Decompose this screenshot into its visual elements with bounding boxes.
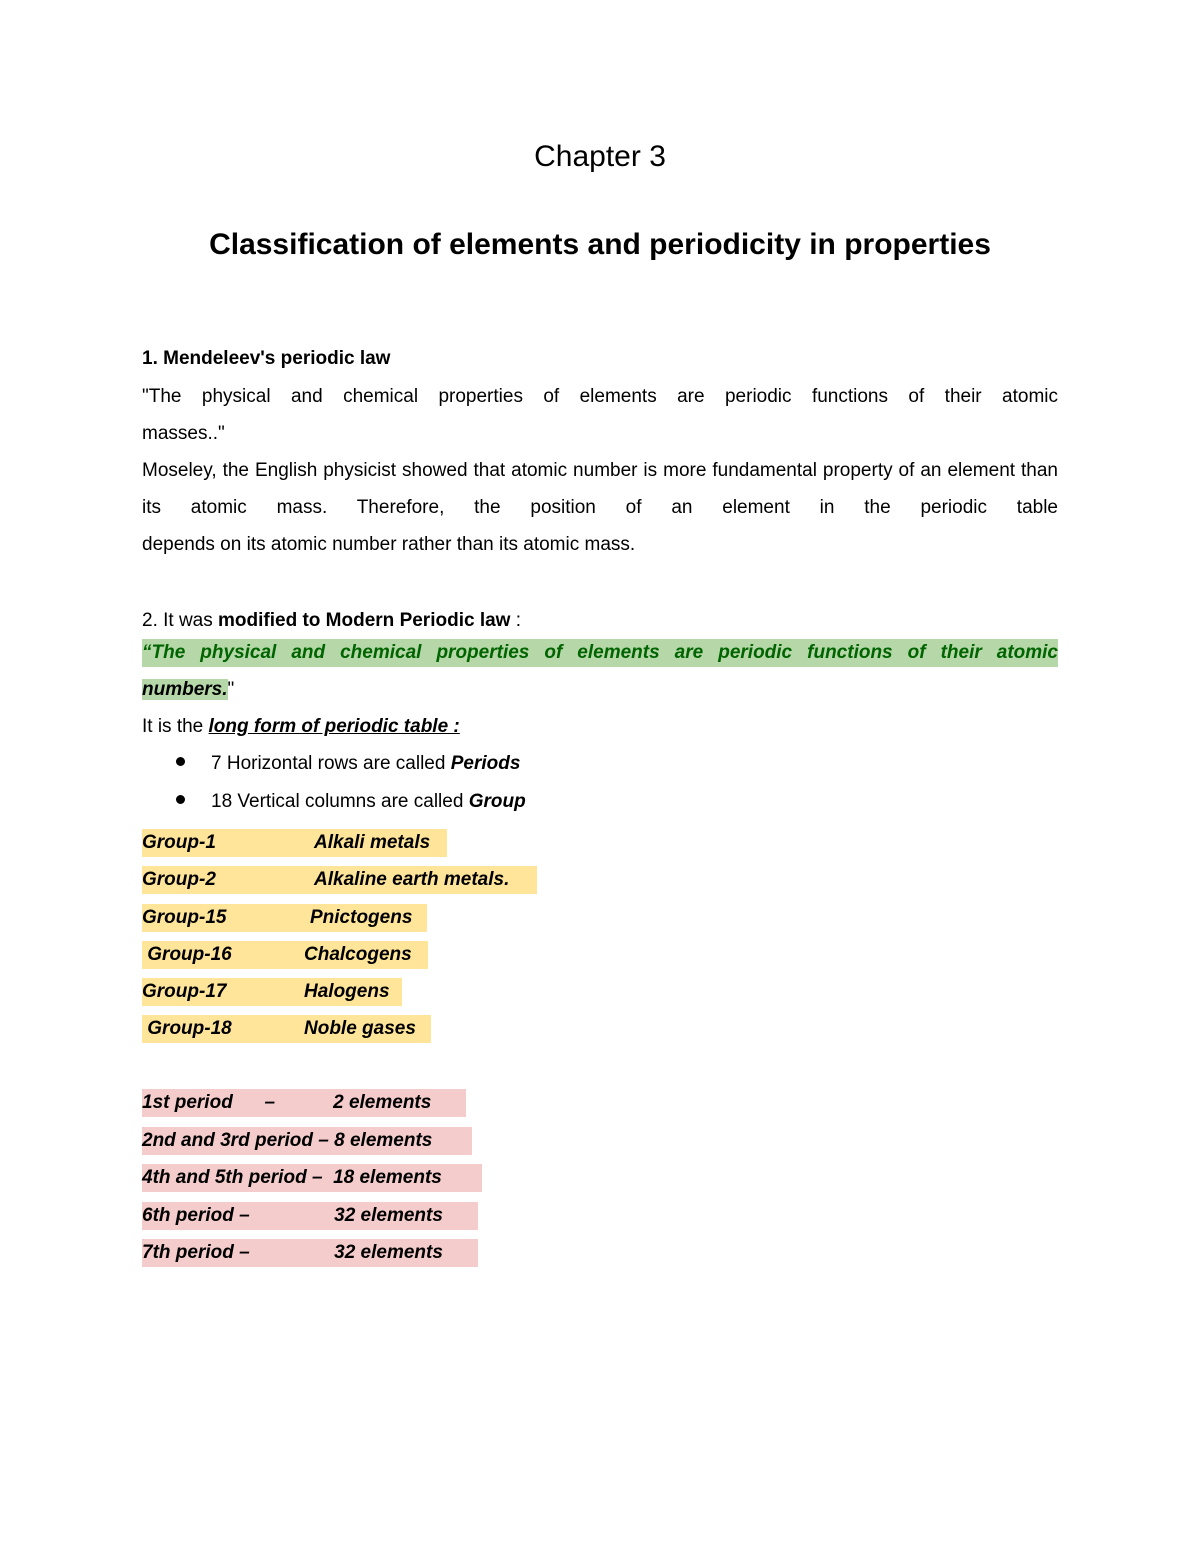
section2-intro-prefix: 2. It was xyxy=(142,610,219,631)
moseley-text-last: depends on its atomic number rather than its atomic mass. xyxy=(142,534,636,555)
bullet-icon xyxy=(176,795,185,804)
group-row xyxy=(142,1015,431,1043)
group-row xyxy=(142,904,427,932)
bullet-text: 18 Vertical columns are called xyxy=(211,791,469,812)
group-name: Noble gases xyxy=(304,1018,416,1039)
group-number: Group-17 xyxy=(142,981,227,1002)
section2-intro-suffix: : xyxy=(510,610,522,631)
long-form-link: long form of periodic table : xyxy=(208,716,460,737)
bullet-text: 7 Horizontal rows are called xyxy=(211,753,451,774)
mendeleev-law-quote xyxy=(142,378,1058,452)
chapter-heading: Chapter 3 xyxy=(534,140,666,173)
section1-heading: 1. Mendeleev's periodic law xyxy=(142,348,391,369)
bullet-groups xyxy=(176,788,526,816)
group-row xyxy=(142,978,402,1006)
document-title: Classification of elements and periodicity in properties xyxy=(209,228,991,261)
section2-intro-bold: modified to Modern Periodic law xyxy=(218,610,511,631)
moseley-text: Moseley, the English physicist showed that atomic number is more fundamental property of an element than its atomic mass. Therefore, the position of an element in the periodic table xyxy=(142,460,1058,518)
group-number: Group-18 xyxy=(142,1018,232,1039)
period-row: 2nd and 3rd period – 8 elements xyxy=(142,1127,472,1155)
group-row xyxy=(142,941,428,969)
modern-law-line-1-bg xyxy=(142,639,1058,667)
section2-intro xyxy=(142,602,521,639)
group-name: Halogens xyxy=(304,981,390,1002)
bullet-periods xyxy=(176,750,520,778)
bullet-emphasis: Group xyxy=(468,791,526,812)
bullet-icon xyxy=(176,757,185,766)
group-row xyxy=(142,866,537,894)
group-number: Group-2 xyxy=(142,869,216,890)
period-row: 6th period – 32 elements xyxy=(142,1202,478,1230)
moseley-paragraph xyxy=(142,452,1058,563)
modern-law-numbers: numbers. xyxy=(142,679,228,700)
group-number: Group-16 xyxy=(142,944,232,965)
quote-line-1: "The physical and chemical properties of elements are periodic functions of their atomic xyxy=(142,386,1058,407)
long-form-prefix: It is the xyxy=(142,716,209,737)
group-name: Alkaline earth metals. xyxy=(314,869,510,890)
group-number: Group-1 xyxy=(142,832,216,853)
period-row: 4th and 5th period – 18 elements xyxy=(142,1164,482,1192)
modern-law-close-quote: " xyxy=(227,679,235,700)
modern-law-line-2 xyxy=(142,676,234,704)
period-row: 7th period – 32 elements xyxy=(142,1239,478,1267)
period-row: 1st period – 2 elements xyxy=(142,1089,466,1117)
group-name: Alkali metals xyxy=(314,832,431,853)
modern-law-line-1: “The physical and chemical properties of elements are periodic functions of their atomic xyxy=(142,642,1058,663)
group-row xyxy=(142,829,447,857)
group-number: Group-15 xyxy=(142,907,227,928)
quote-line-2: masses.." xyxy=(142,423,225,444)
bullet-emphasis: Periods xyxy=(450,753,521,774)
group-name: Chalcogens xyxy=(304,944,412,965)
group-name: Pnictogens xyxy=(310,907,413,928)
long-form-line xyxy=(142,713,460,741)
